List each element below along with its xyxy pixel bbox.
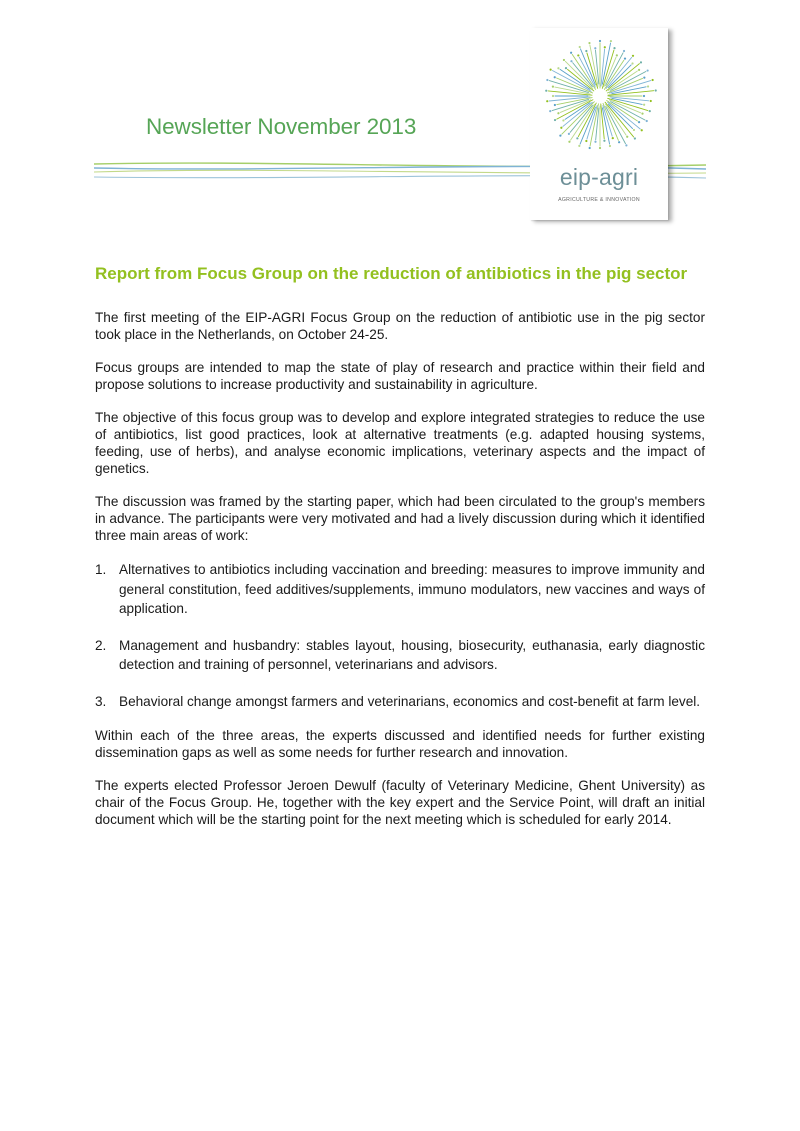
article-paragraph: The first meeting of the EIP-AGRI Focus Group on the reduction of antibiotic use in the pig sector took place in the Netherlands, on October 24-25.	[95, 310, 705, 342]
list-item-number: 2.	[95, 637, 107, 653]
logo-name: eip-agri	[559, 164, 639, 190]
list-item	[95, 560, 705, 619]
article-paragraph: Focus groups are intended to map the state of play of research and practice within their field and propose solutions to increase productivity and sustainability in agriculture.	[95, 360, 705, 392]
list-item	[95, 636, 705, 675]
newsletter-title: Newsletter November 2013	[146, 114, 417, 139]
logo-burst-icon	[540, 36, 660, 156]
list-item-number: 1.	[95, 562, 107, 577]
article-paragraph: The experts elected Professor Jeroen Dewulf (faculty of Veterinary Medicine, Ghent University) as chair of the Focus Group. He, together with the key expert and the Service Point, will draft an initial document which will be the starting point for the next meeting which is scheduled for early 2014.	[95, 778, 705, 827]
list-item	[95, 692, 705, 712]
article-body	[95, 262, 705, 844]
article-paragraph: The discussion was framed by the starting paper, which had been circulated to the group's members in advance. The participants were very motivated and had a lively discussion during which it identified three main areas of work:	[95, 494, 705, 543]
list-item-text: Behavioral change amongst farmers and veterinarians, economics and cost-benefit at farm level.	[119, 693, 701, 709]
newsletter-header	[0, 0, 800, 240]
work-areas-list	[95, 560, 705, 711]
article-paragraph: Within each of the three areas, the experts discussed and identified needs for further existing dissemination gaps as well as some needs for further research and innovation.	[95, 728, 705, 760]
eip-agri-logo-card	[530, 28, 668, 220]
logo-tagline: AGRICULTURE & INNOVATION	[558, 197, 640, 203]
list-item-number: 3.	[95, 693, 107, 709]
article-paragraph: The objective of this focus group was to develop and explore integrated strategies to reduce the use of antibiotics, list good practices, look at alternative treatments (e.g. adapted housing systems, feeding, use of herbs), and analyse economic implications, veterinary aspects and the impact of genetics.	[95, 410, 705, 476]
list-item-text: Management and husbandry: stables layout, housing, biosecurity, euthanasia, early diagnostic detection and training of personnel, veterinarians and advisors.	[119, 637, 705, 672]
article-title: Report from Focus Group on the reduction of antibiotics in the pig sector	[95, 264, 688, 283]
list-item-text: Alternatives to antibiotics including vaccination and breeding: measures to improve immunity and general constitution, feed additives/supplements, immuno modulators, new vaccines and ways of application.	[119, 562, 705, 616]
